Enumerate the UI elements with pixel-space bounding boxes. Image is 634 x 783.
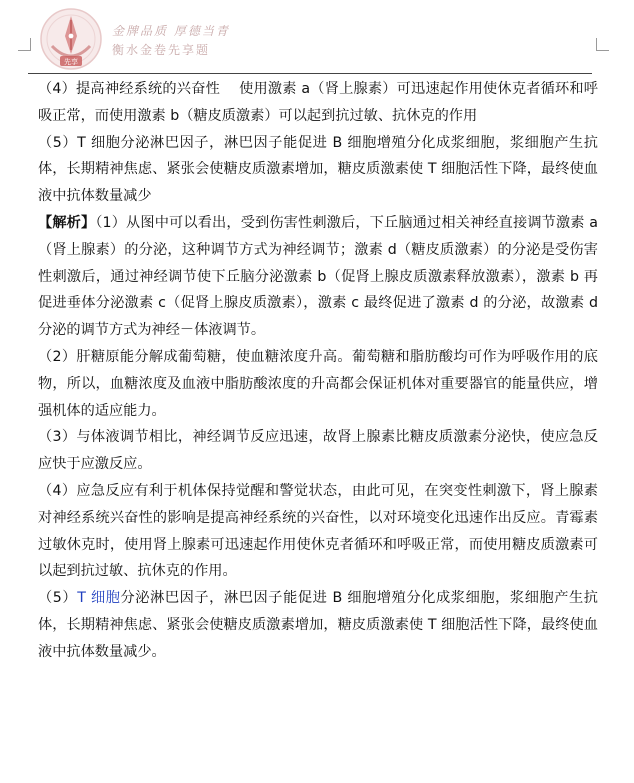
analysis-5-text: 分泌淋巴因子，淋巴因子能促进 B 细胞增殖分化成浆细胞，浆细胞产生抗体，长期精神焦虑、紧张会使糖皮质激素增加，糖皮质激素使 T 细胞活性下降，最终使血液中抗体数量减少。 <box>38 590 598 660</box>
analysis-4: （4）应急反应有利于机体保持觉醒和警觉状态，由此可见，在突变性刺激下，肾上腺素对神经系统兴奋性的影响是提高神经系统的兴奋性，以对环境变化迅速作出反应。青霉素过敏休克时，使用肾上腺素可迅速起作用使休克者循环和呼吸正常，而使用糖皮质激素可以起到抗过敏、抗休克的作用。 <box>38 482 598 580</box>
brand-name: 衡水金卷先享题 <box>112 43 211 57</box>
analysis-3: （3）与体液调节相比，神经调节反应迅速，故肾上腺素比糖皮质激素分泌快，使应急反应快于应激反应。 <box>38 429 598 473</box>
margin-corner-right <box>596 38 609 51</box>
page-header <box>0 0 634 76</box>
document-body <box>38 76 598 666</box>
analysis-1 <box>38 210 598 344</box>
svg-text:先享: 先享 <box>64 58 78 66</box>
analysis-5-prefix: （5） <box>38 590 78 607</box>
analysis-label: 【解析】 <box>38 214 96 231</box>
answer-4: （4）提高神经系统的兴奋性 使用激素 a（肾上腺素）可迅速起作用使休克者循环和呼吸正常，而使用激素 b（糖皮质激素）可以起到抗过敏、抗休克的作用 <box>38 81 598 124</box>
brand-logo-icon <box>38 6 104 72</box>
t-cell-link[interactable]: T 细胞 <box>77 590 121 607</box>
brand-text <box>112 22 230 58</box>
analysis-1-text: （1）从图中可以看出，受到伤害性刺激后，下丘脑通过相关神经直接调节激素 a（肾上腺素）的分泌，这种调节方式为神经调节；激素 d（糖皮质激素）的分泌是受伤害性刺激后，通过神经调节使下丘脑分泌激素 b（促肾上腺皮质激素释放激素），激素 b 再促进垂体分泌激素 c（促肾上腺皮质激素），激素 c 最终促进了激素 d 的分泌，故激素 d 分泌的调节方式为神经－体液调节。 <box>38 214 598 339</box>
analysis-5 <box>38 585 598 665</box>
answer-5: （5）T 细胞分泌淋巴因子，淋巴因子能促进 B 细胞增殖分化成浆细胞，浆细胞产生抗体，长期精神焦虑、紧张会使糖皮质激素增加，糖皮质激素使 T 细胞活性下降，最终使血液中抗体数量减少 <box>38 134 598 205</box>
header-divider <box>28 73 592 74</box>
margin-corner-left <box>18 38 31 51</box>
brand-slogan: 金牌品质 厚德当青 <box>112 24 230 38</box>
analysis-2: （2）肝糖原能分解成葡萄糖，使血糖浓度升高。葡萄糖和脂肪酸均可作为呼吸作用的底物，所以，血糖浓度及血液中脂肪酸浓度的升高都会保证机体对重要器官的能量供应，增强机体的适应能力。 <box>38 348 598 419</box>
